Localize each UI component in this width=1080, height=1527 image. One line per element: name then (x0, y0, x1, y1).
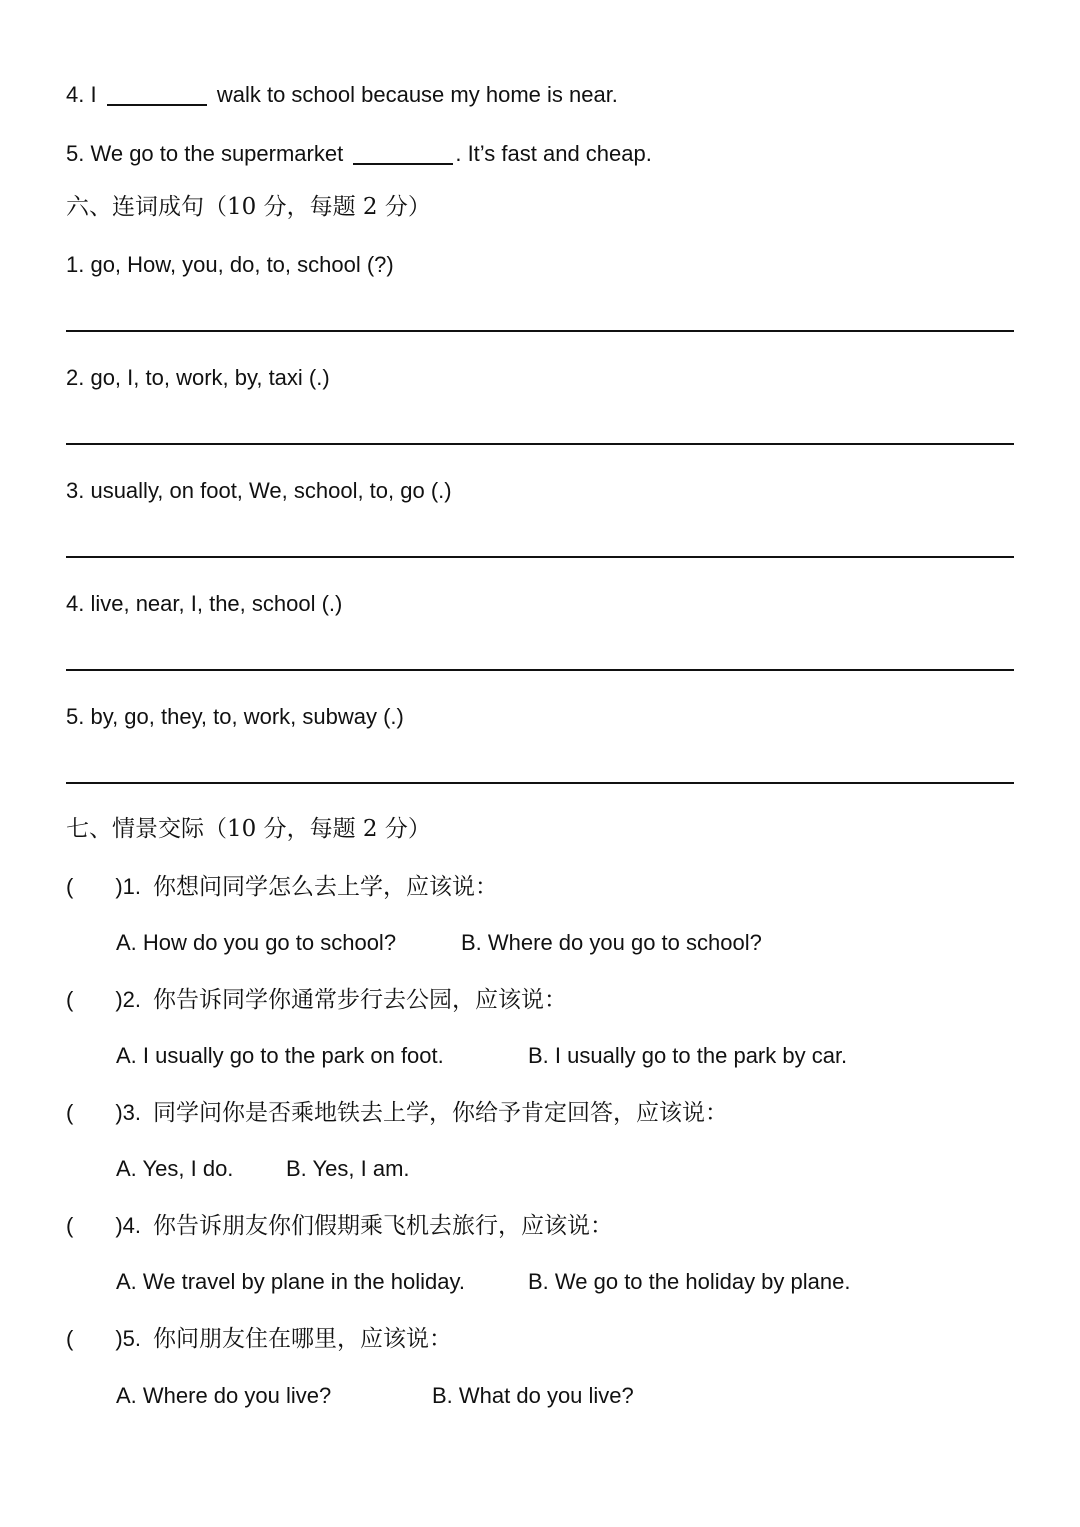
answer-line-5[interactable] (66, 782, 1014, 784)
question-prompt: 你问朋友住在哪里，应该说： (153, 1326, 453, 1352)
dialogue-question-1 (66, 876, 498, 899)
question-number: 5. (66, 141, 85, 166)
answer-line-2[interactable] (66, 443, 1014, 445)
section-7-title: 七、情景交际（10 分，每题 2 分） (66, 816, 431, 842)
answer-paren-open[interactable]: ( (66, 1100, 74, 1125)
fill-blank-question-4 (66, 84, 618, 106)
answer-paren-open[interactable]: ( (66, 1213, 74, 1238)
answer-line-4[interactable] (66, 669, 1014, 671)
answer-blank[interactable] (107, 104, 207, 106)
option-a: A. We travel by plane in the holiday. (116, 1269, 465, 1294)
option-b: B. I usually go to the park by car. (528, 1043, 848, 1068)
answer-paren-open[interactable]: ( (66, 874, 74, 899)
option-a: A. How do you go to school? (116, 930, 397, 955)
option-a: A. Where do you live? (116, 1383, 332, 1408)
answer-paren-open[interactable]: ( (66, 1326, 74, 1351)
reorder-question-4: 4. live, near, I, the, school (.) (66, 591, 343, 616)
dialogue-question-5 (66, 1328, 452, 1351)
fill-blank-question-5 (66, 143, 652, 165)
option-b: B. Yes, I am. (286, 1156, 410, 1181)
answer-line-3[interactable] (66, 556, 1014, 558)
question-number: )4. (115, 1213, 142, 1238)
question-text: We go to the supermarket (90, 141, 344, 166)
option-b: B. Where do you go to school? (461, 930, 762, 955)
dialogue-question-2 (66, 989, 567, 1012)
option-a: A. I usually go to the park on foot. (116, 1043, 444, 1068)
question-prompt: 你告诉同学你通常步行去公园，应该说： (153, 987, 568, 1013)
question-text: . It’s fast and cheap. (455, 141, 652, 166)
question-number: )2. (115, 987, 142, 1012)
option-b: B. What do you live? (432, 1383, 634, 1408)
section-6-title: 六、连词成句（10 分，每题 2 分） (66, 194, 431, 220)
option-b: B. We go to the holiday by plane. (528, 1269, 851, 1294)
reorder-question-3: 3. usually, on foot, We, school, to, go (.) (66, 478, 452, 503)
question-number: )1. (115, 874, 142, 899)
answer-blank[interactable] (353, 163, 453, 165)
question-text: walk to school because my home is near. (216, 82, 618, 107)
reorder-question-5: 5. by, go, they, to, work, subway (.) (66, 704, 404, 729)
option-a: A. Yes, I do. (116, 1156, 234, 1181)
reorder-question-2: 2. go, I, to, work, by, taxi (.) (66, 365, 330, 390)
question-prompt: 你想问同学怎么去上学，应该说： (153, 874, 499, 900)
reorder-question-1: 1. go, How, you, do, to, school (?) (66, 252, 394, 277)
question-number: 4. I (66, 82, 97, 107)
question-prompt: 你告诉朋友你们假期乘飞机去旅行，应该说： (153, 1213, 614, 1239)
dialogue-question-3 (66, 1102, 728, 1125)
dialogue-question-4 (66, 1215, 613, 1238)
question-number: )5. (115, 1326, 142, 1351)
answer-line-1[interactable] (66, 330, 1014, 332)
answer-paren-open[interactable]: ( (66, 987, 74, 1012)
question-prompt: 同学问你是否乘地铁去上学，你给予肯定回答，应该说： (153, 1100, 729, 1126)
question-number: )3. (115, 1100, 142, 1125)
